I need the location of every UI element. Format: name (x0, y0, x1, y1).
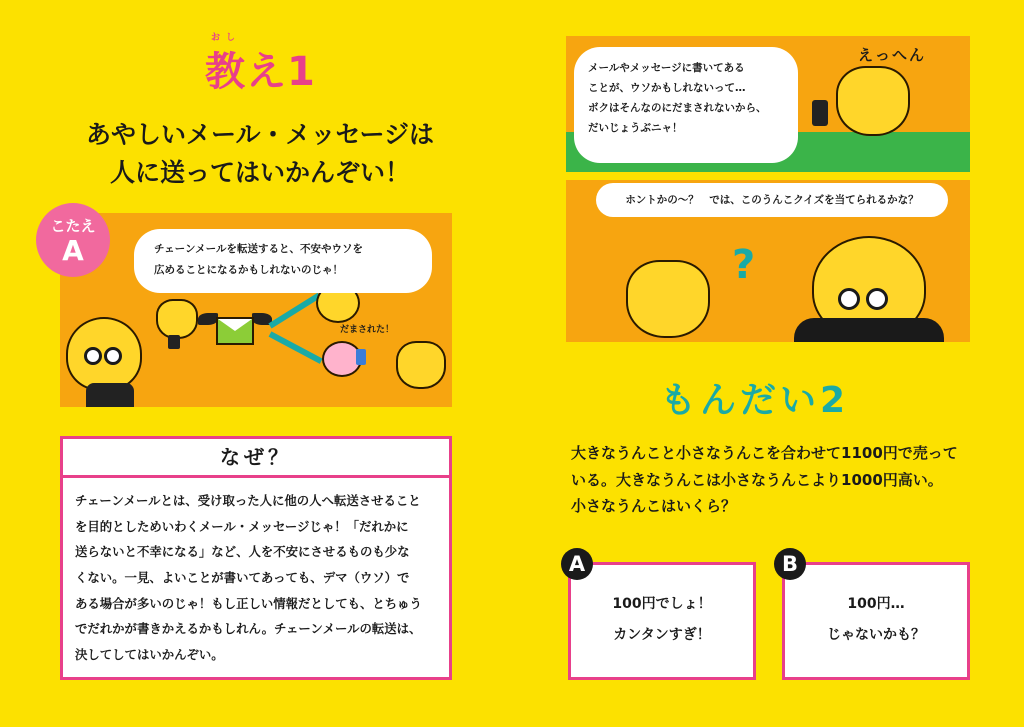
question-mark-icon: ? (732, 242, 756, 288)
answer-bubble-line2: 広めることになるかもしれないのじゃ！ (154, 264, 343, 276)
lesson-heading-line1: あやしいメール・メッセージは (85, 120, 434, 149)
question-body (571, 440, 991, 520)
phone-icon (168, 335, 180, 349)
why-body (75, 488, 443, 668)
question-line: 大きなうんこと小さなうんこを合わせて1100円で売って (571, 444, 958, 462)
cat-exclaim-text: えっへん (858, 46, 927, 64)
lesson-title-ruby: おし (211, 33, 242, 43)
arrow-up-icon (268, 293, 320, 329)
answer-badge-letter: A (62, 234, 84, 267)
cat-character-right (396, 341, 446, 389)
choice-b-line2: じゃないかも？ (827, 626, 925, 643)
lesson-heading-line2: 人に送ってはいかんぞい！ (109, 158, 410, 187)
arrow-down-icon (269, 331, 323, 364)
answer-bubble-line1: チェーンメールを転送すると、不安やウソを (154, 243, 363, 255)
cat-character-thinking (626, 260, 710, 338)
why-body-line: チェーンメールとは、受け取った人に他の人へ転送させること (75, 493, 421, 508)
tricked-text: だまされた！ (340, 325, 395, 335)
cat-bubble-line: メールやメッセージに書いてある (588, 62, 745, 74)
question-line: 小さなうんこはいくら？ (571, 497, 737, 516)
wing-icon-left (198, 313, 218, 325)
sensei-suit-large (794, 318, 944, 342)
choice-a-card[interactable] (568, 562, 756, 680)
cat-character-left (156, 299, 198, 339)
phone-icon-cat (812, 100, 828, 126)
answer-speech-bubble (134, 229, 432, 293)
question-line: いる。大きなうんこは小さなうんこより1000円高い。 (571, 470, 943, 489)
cat-bubble-line: だいじょうぶニャ！ (588, 121, 683, 134)
answer-badge (36, 203, 110, 277)
sensei-poop-character (66, 317, 142, 391)
cat-bubble-line: ことが、ウソかもしれないって… (588, 81, 746, 94)
why-body-line: くない。一見、よいことが書いてあっても、デマ（ウソ）で (75, 570, 410, 586)
why-body-line: ある場合が多いのじゃ！もし正しい情報だとしても、とちゅう (75, 595, 422, 611)
phone-icon-pig (356, 349, 366, 365)
choice-b-letter: B (774, 548, 806, 580)
cat-bubble-line: ボクはそんなのにだまされないから、 (588, 101, 767, 114)
question-title: もんだい2 (660, 380, 850, 421)
choice-a-line1: 100円でしょ！ (612, 596, 712, 612)
sensei-speech-bubble: ホントかの〜？ では、このうんこクイズを当てられるかな？ (596, 183, 948, 217)
sensei-suit (86, 383, 134, 407)
cat-speech-bubble (574, 47, 798, 163)
why-body-line: 決してしてはいかんぞい。 (75, 647, 224, 663)
mail-envelope-icon (216, 317, 254, 345)
why-body-line: を目的としためいわくメール・メッセージじゃ！「だれかに (75, 518, 409, 534)
why-body-line: 送らないと不幸になる」など、人を不安にさせるものも少な (75, 544, 410, 560)
cat-character-boasting (836, 66, 910, 136)
choice-a-letter: A (561, 548, 593, 580)
choice-a-line2: カンタンすぎ！ (613, 626, 711, 643)
why-body-line: でだれかが書きかえるかもしれん。チェーンメールの転送は、 (75, 621, 422, 637)
choice-b-line1: 100円… (847, 596, 905, 612)
lesson-title: 教え1 (205, 49, 316, 95)
why-title: なぜ？ (63, 439, 449, 478)
answer-badge-label: こたえ (50, 217, 96, 235)
choice-b-card[interactable] (782, 562, 970, 680)
